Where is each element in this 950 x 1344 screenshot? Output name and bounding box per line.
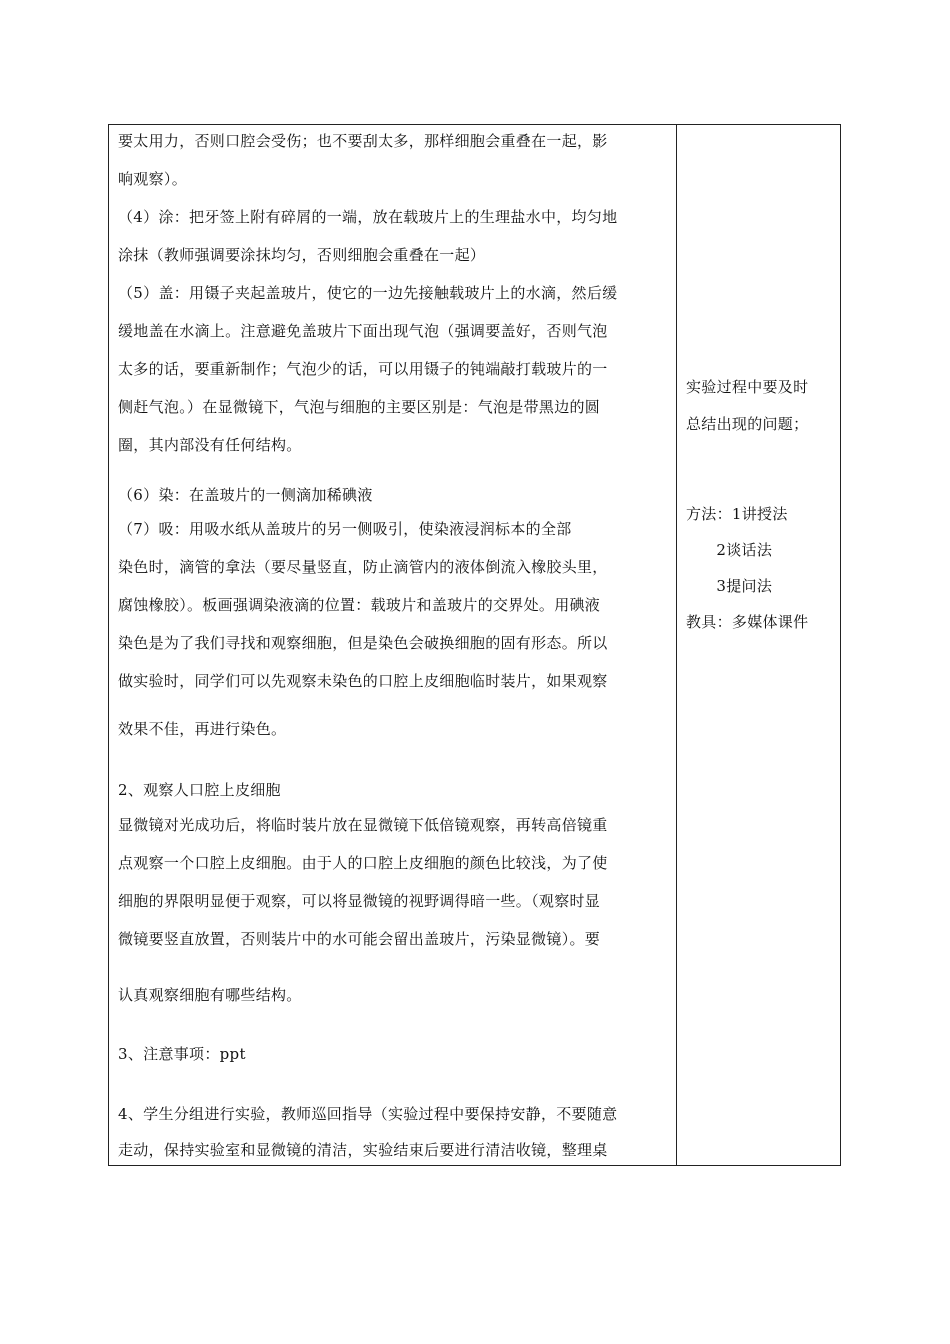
main-line-7: 太多的话，要重新制作；气泡少的话，可以用镊子的钝端敲打载玻片的一: [118, 360, 608, 378]
column-divider: [676, 125, 677, 1165]
main-line-1: 要太用力，否则口腔会受伤；也不要刮太多，那样细胞会重叠在一起，影: [118, 132, 608, 150]
main-line-18: 显微镜对光成功后，将临时装片放在显微镜下低倍镜观察，再转高倍镜重: [118, 816, 608, 834]
main-line-20: 细胞的界限明显便于观察，可以将显微镜的视野调得暗一些。（观察时显: [118, 892, 601, 910]
main-line-8: 侧赶气泡。）在显微镜下，气泡与细胞的主要区别是：气泡是带黑边的圆: [118, 398, 601, 416]
main-line-12: 染色时，滴管的拿法（要尽量竖直，防止滴管内的液体倒流入橡胶头里，: [118, 558, 608, 576]
side-line-5: 3提问法: [686, 577, 773, 595]
main-line-5: （5）盖：用镊子夹起盖玻片，使它的一边先接触载玻片上的水滴，然后缓: [118, 284, 618, 302]
main-line-2: 响观察）。: [118, 170, 188, 188]
main-line-15: 做实验时，同学们可以先观察未染色的口腔上皮细胞临时装片，如果观察: [118, 672, 608, 690]
main-line-11: （7）吸：用吸水纸从盖玻片的另一侧吸引，使染液浸润标本的全部: [118, 520, 572, 538]
main-line-10: （6）染：在盖玻片的一侧滴加稀碘液: [118, 486, 373, 504]
main-line-19: 点观察一个口腔上皮细胞。由于人的口腔上皮细胞的颜色比较浅，为了使: [118, 854, 608, 872]
main-line-6: 缓地盖在水滴上。注意避免盖玻片下面出现气泡（强调要盖好，否则气泡: [118, 322, 608, 340]
side-line-2: 总结出现的问题；: [686, 415, 809, 433]
main-line-21: 微镜要竖直放置，否则装片中的水可能会留出盖玻片，污染显微镜）。要: [118, 930, 601, 948]
main-line-23: 3、注意事项：ppt: [118, 1045, 246, 1063]
main-line-24: 4、学生分组进行实验，教师巡回指导（实验过程中要保持安静，不要随意: [118, 1105, 618, 1123]
main-line-16: 效果不佳，再进行染色。: [118, 720, 287, 738]
main-line-9: 圈，其内部没有任何结构。: [118, 436, 302, 454]
main-line-25: 走动，保持实验室和显微镜的清洁，实验结束后要进行清洁收镜，整理桌: [118, 1141, 608, 1159]
main-line-3: （4）涂：把牙签上附有碎屑的一端，放在载玻片上的生理盐水中，均匀地: [118, 208, 618, 226]
main-line-22: 认真观察细胞有哪些结构。: [118, 986, 302, 1004]
main-line-17: 2、观察人口腔上皮细胞: [118, 781, 281, 799]
side-line-4: 2谈话法: [686, 541, 773, 559]
side-line-3: 方法：1讲授法: [686, 505, 788, 523]
main-line-13: 腐蚀橡胶）。板画强调染液滴的位置：载玻片和盖玻片的交界处。用碘液: [118, 596, 601, 614]
main-line-4: 涂抹（教师强调要涂抹均匀，否则细胞会重叠在一起）: [118, 246, 486, 264]
lesson-plan-table: [108, 124, 841, 1166]
side-line-6: 教具：多媒体课件: [686, 613, 809, 631]
side-line-1: 实验过程中要及时: [686, 378, 809, 396]
main-line-14: 染色是为了我们寻找和观察细胞，但是染色会破换细胞的固有形态。所以: [118, 634, 608, 652]
